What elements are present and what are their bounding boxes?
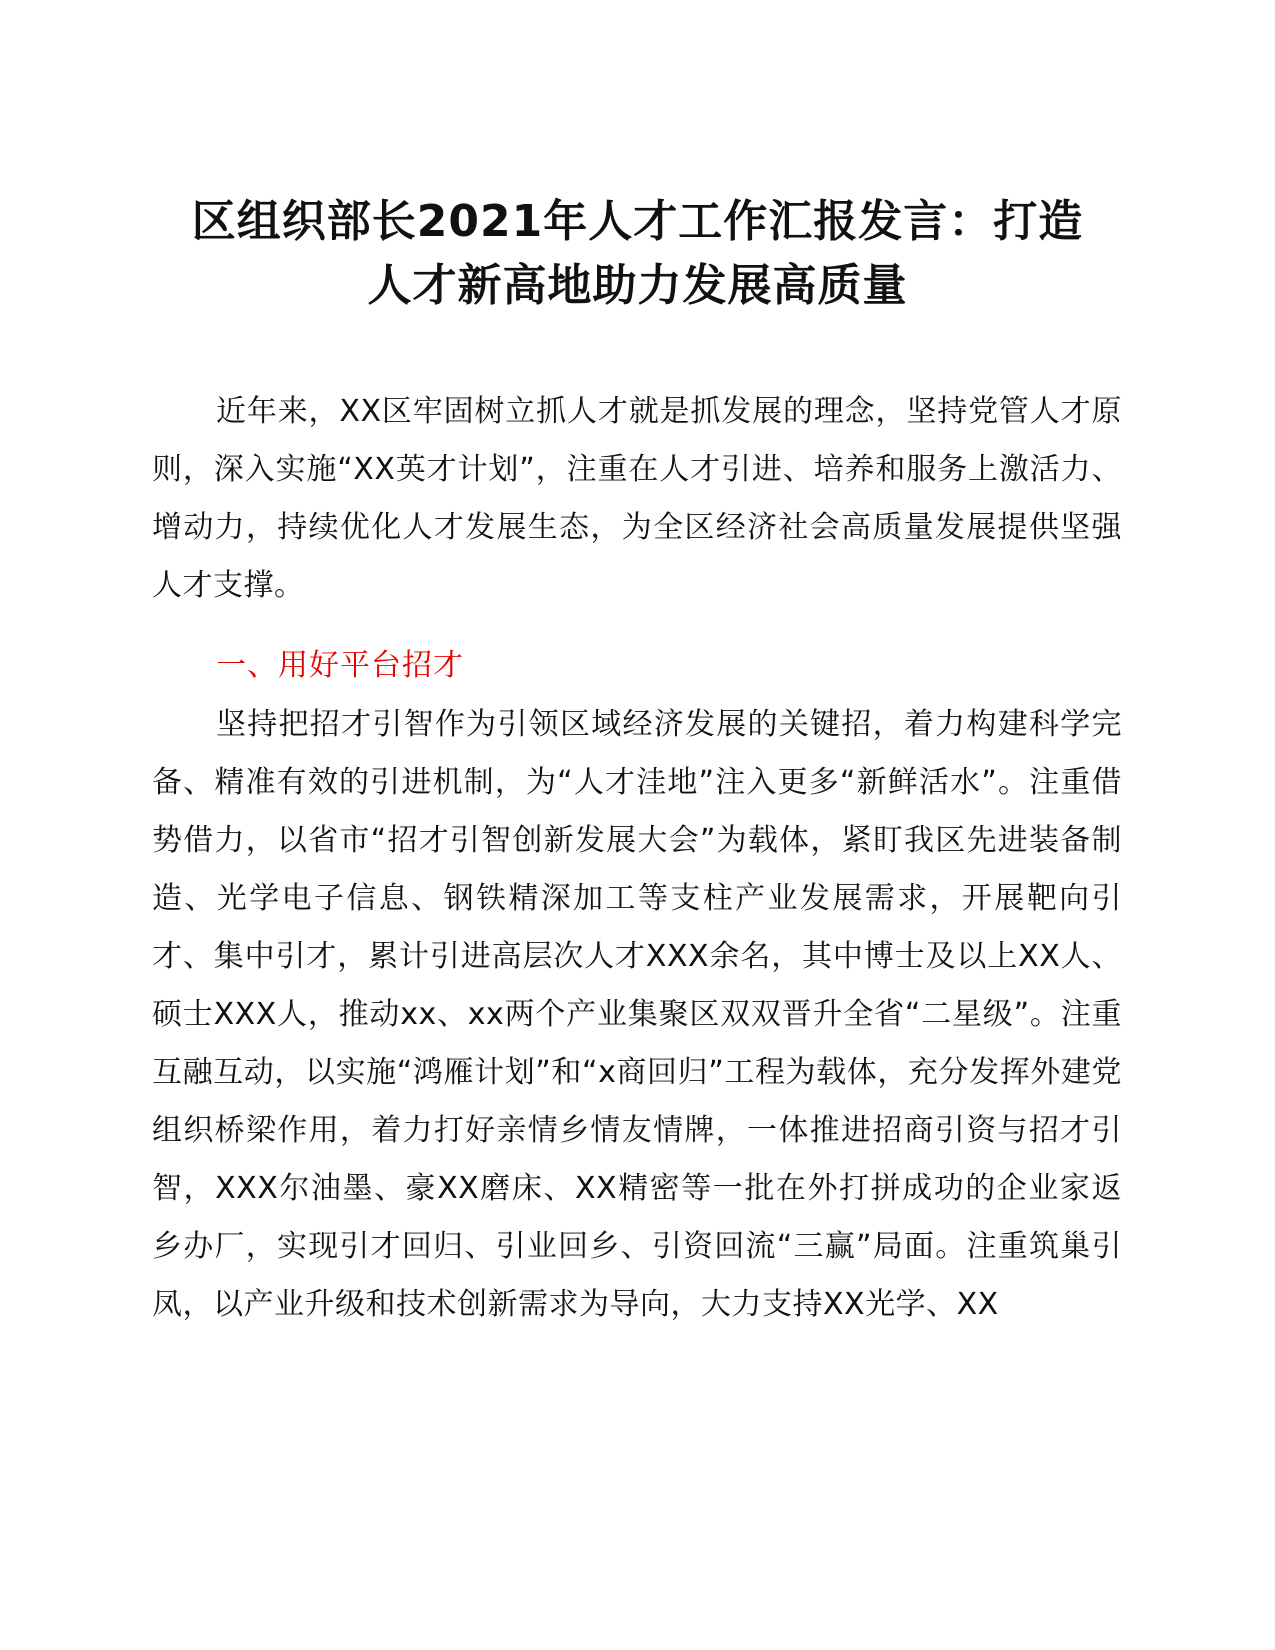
title-line-2: 人才新高地助力发展高质量 bbox=[367, 260, 908, 311]
title-line-1: 区组织部长2021年人才工作汇报发言：打造 bbox=[191, 196, 1084, 247]
section-1-paragraph: 坚持把招才引智作为引领区域经济发展的关键招，着力构建科学完备、精准有效的引进机制，为“人才洼地”注入更多“新鲜活水”。注重借势借力，以省市“招才引智创新发展大会”为载体，紧盯我区先进装备制造、光学电子信息、钢铁精深加工等支柱产业发展需求，开展靶向引才、集中引才，累计引进高层次人才XXX余名，其中博士及以上XX人、硕士XXX人，推动xx、xx两个产业集聚区双双晋升全省“二星级”。注重互融互动，以实施“鸿雁计划”和“x商回归”工程为载体，充分发挥外建党组织桥梁作用，着力打好亲情乡情友情牌，一体推进招商引资与招才引智，XXX尔油墨、豪XX磨床、XX精密等一批在外打拼成功的企业家返乡办厂，实现引才回归、引业回乡、引资回流“三赢”局面。注重筑巢引凤，以产业升级和技术创新需求为导向，大力支持XX光学、XX bbox=[152, 707, 1122, 1322]
section-heading-1: 一、用好平台招才 bbox=[216, 648, 464, 683]
document-title bbox=[150, 190, 1125, 318]
intro-paragraph: 近年来，XX区牢固树立抓人才就是抓发展的理念，坚持党管人才原则，深入实施“XX英才计划”，注重在人才引进、培养和服务上激活力、增动力，持续优化人才发展生态，为全区经济社会高质量发展提供坚强人才支撑。 bbox=[152, 394, 1122, 603]
